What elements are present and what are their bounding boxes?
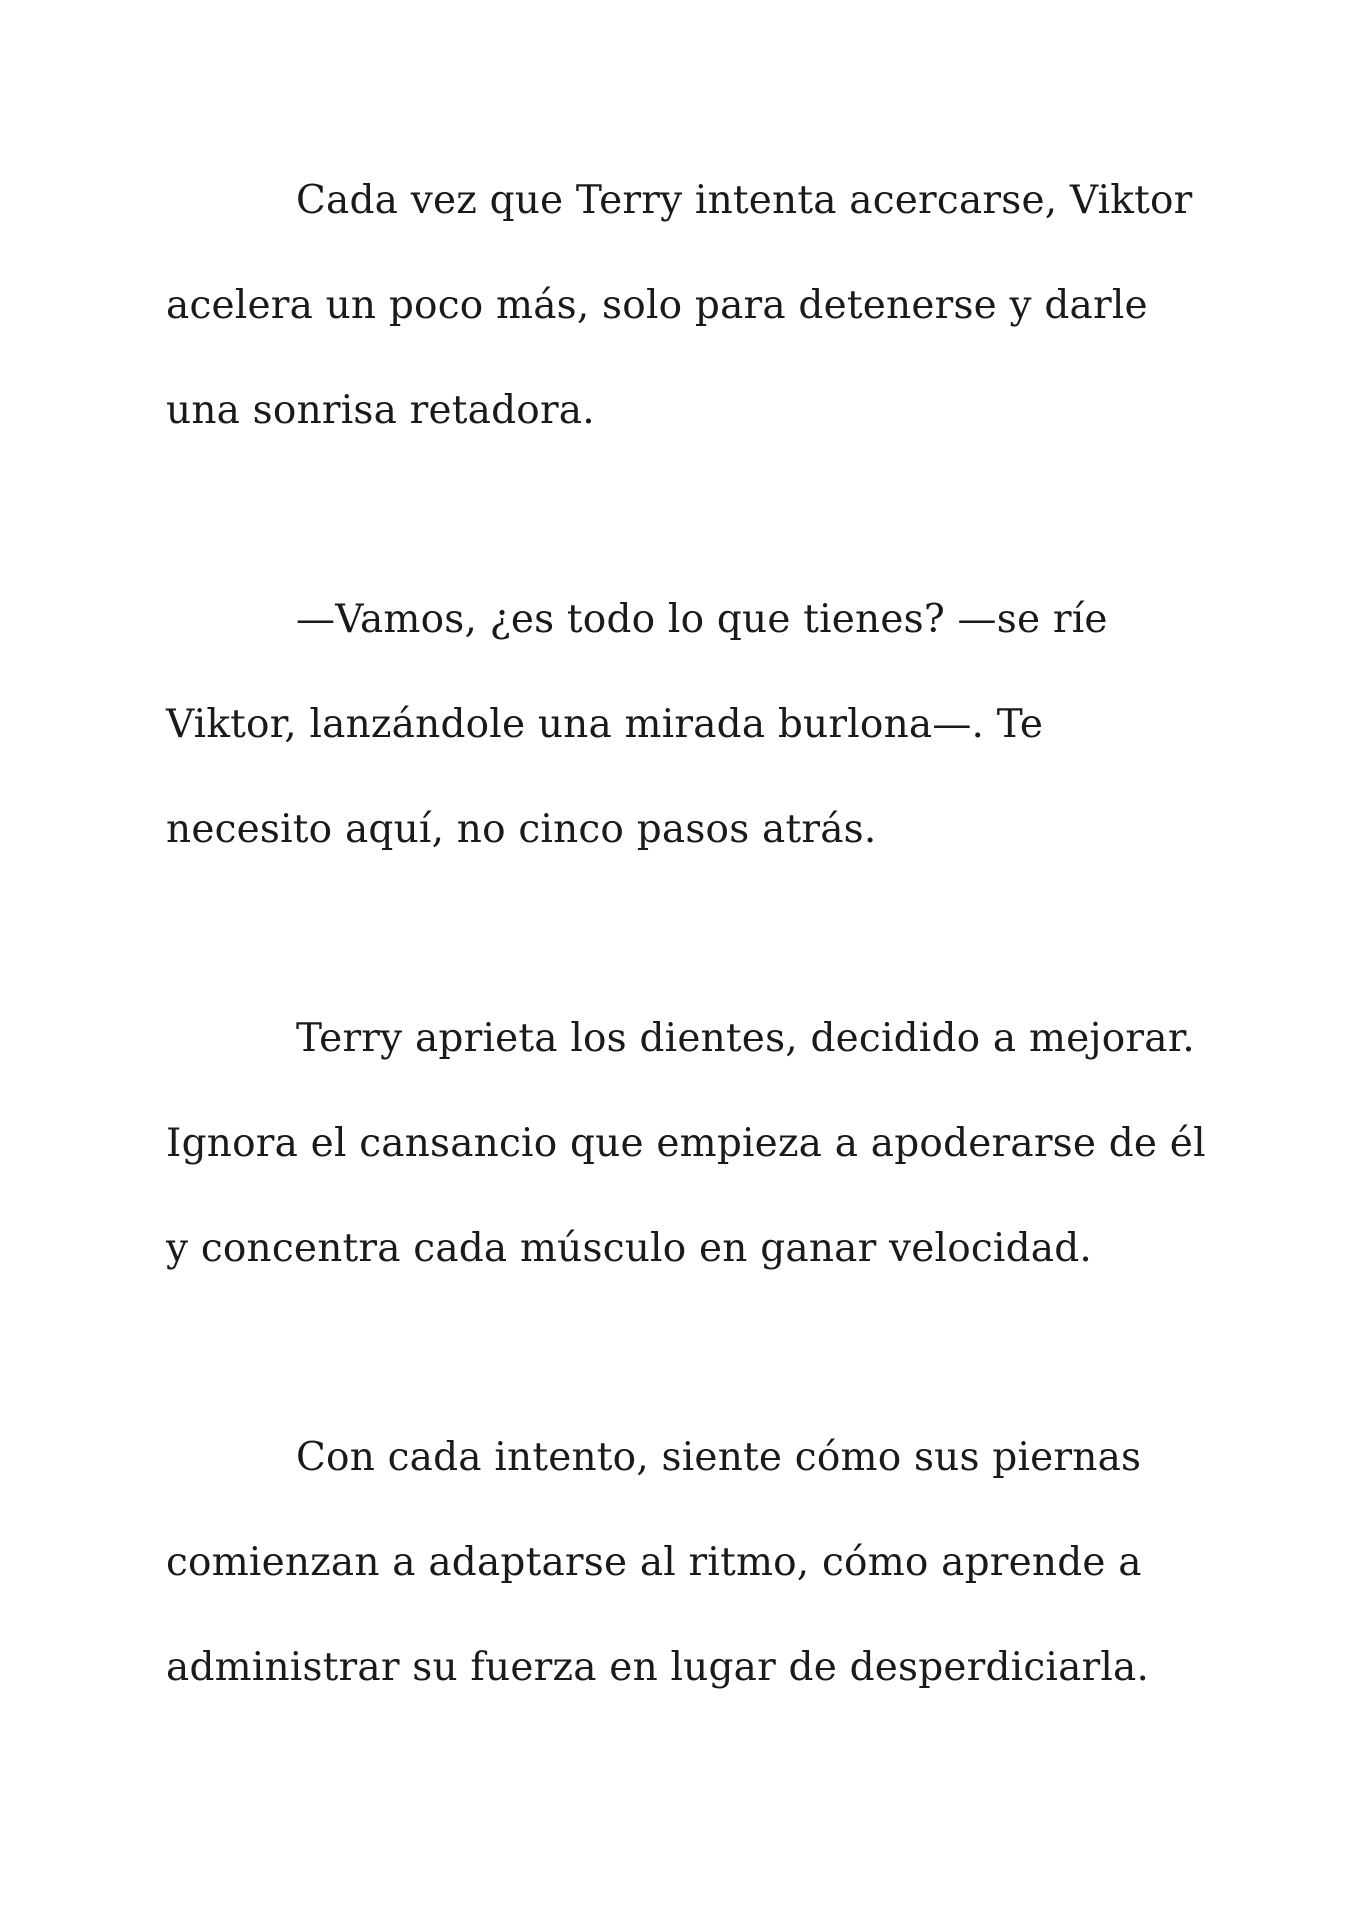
paragraph-line: Terry aprieta los dientes, decidido a mejorar. [296,1016,1195,1061]
body-text [166,156,1206,1832]
paragraph-line: una sonrisa retadora. [166,388,595,433]
paragraph-line: comienzan a adaptarse al ritmo, cómo aprende a [166,1540,1142,1585]
paragraph-line: acelera un poco más, solo para detenerse y darle [166,283,1148,328]
paragraph-line: —Vamos, ¿es todo lo que tienes? —se ríe [296,597,1108,642]
paragraph-line: Ignora el cansancio que empieza a apoderarse de él [166,1121,1206,1166]
paragraph-1 [166,156,1206,471]
paragraph-2 [166,575,1206,890]
paragraph-line: Cada vez que Terry intenta acercarse, Viktor [296,178,1193,223]
paragraph-line: administrar su fuerza en lugar de desperdiciarla. [166,1645,1150,1690]
paragraph-3 [166,994,1206,1309]
paragraph-4 [166,1413,1206,1728]
paragraph-line: y concentra cada músculo en ganar velocidad. [166,1226,1092,1271]
paragraph-line: Con cada intento, siente cómo sus piernas [296,1435,1142,1480]
paragraph-line: Viktor, lanzándole una mirada burlona—. Te [166,702,1044,747]
paragraph-line: necesito aquí, no cinco pasos atrás. [166,807,877,852]
